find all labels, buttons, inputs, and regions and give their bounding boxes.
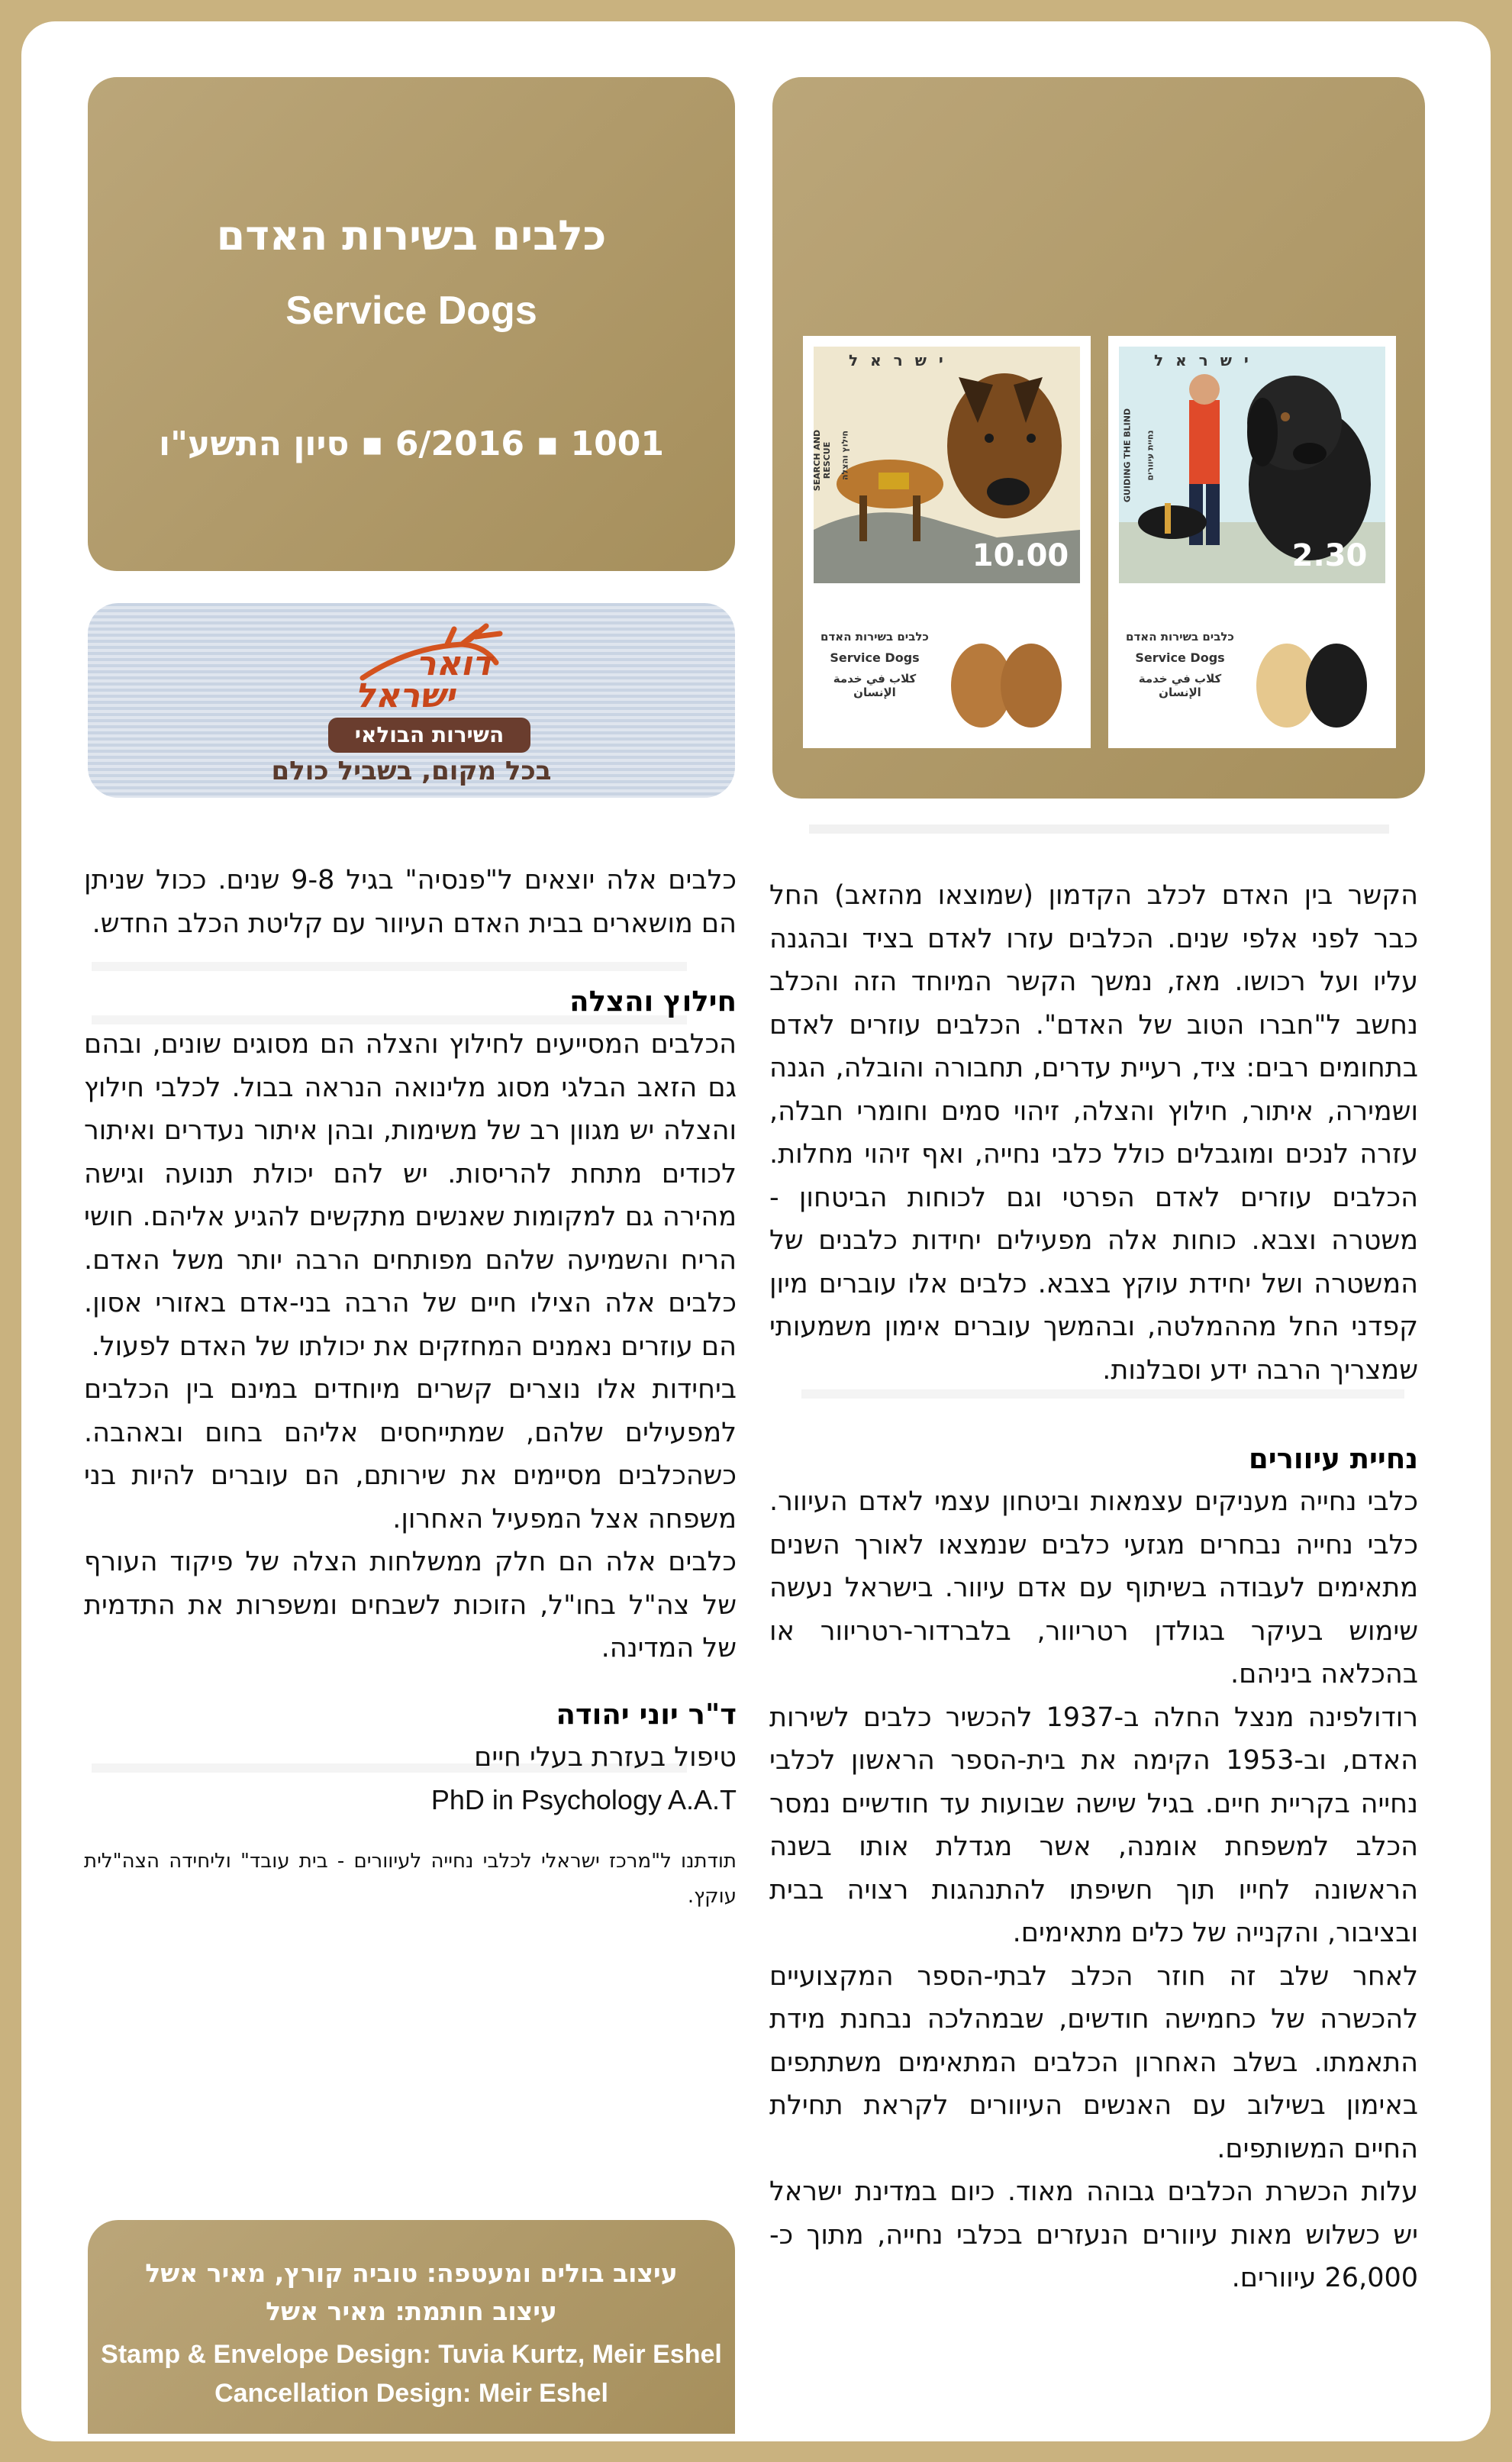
stamps-panel <box>772 77 1425 799</box>
philatelic-service-badge: השירות הבולאי <box>328 718 530 753</box>
stamp-denomination: 10.00 <box>972 538 1069 573</box>
issue-line: 1001 ▪ 6/2016 ▪ סיון התשע"ו <box>159 424 664 463</box>
stamp-caption-en: SEARCH AND RESCUE <box>812 429 832 492</box>
tab-title-en: Service Dogs <box>1135 650 1225 665</box>
rescue-paragraph-1: הכלבים המסייעים לחילוץ והצלה הם מסוגים שונים, ובהם גם הזאב הבלגי מסוג מלינואה הנראה בבול. לכלבי חילוץ והצלה יש מגוון רב של משימות, ובהן איתור נעדרים ואיתור לכודים מתחת להריסות. יש להם יכולת תנועה וגישה מהירה גם למקומות שאנשים מתקשים להגיע אליהם. חושי הריח והשמיעה שלהם מפותחים הרבה יותר משל האדם. כלבים אלה הצילו חיים של הרבה בני-אדם באזורי אסון. הם עוזרים נאמנים המחזקים את יכולתו של האדם לפעול. <box>84 1029 737 1362</box>
author-role-he: טיפול בעזרת בעלי חיים <box>474 1741 737 1773</box>
stamp-caption-en: GUIDING THE BLIND <box>1122 408 1133 503</box>
stamp-search-and-rescue <box>803 336 1091 748</box>
credit-stamp-design-he: עיצוב בולים ומעטפה: טוביה קורץ, מאיר אשל <box>145 2258 678 2288</box>
guiding-paragraph-1: כלבי נחייה מעניקים עצמאות וביטחון עצמי לאדם העיוור. כלבי נחייה נבחרים מגזעי כלבים שנמצאו לאורך השנים מתאימים לעבודה בשיתוף עם אדם עיוור. בישראל נעשה שימוש בעיקר בגולדן רטריוור, בלברדור-רטריוור או בהכלאה ביניהם. <box>769 1486 1418 1689</box>
article-column-right <box>769 874 1418 2300</box>
guiding-paragraph-2: רודולפינה מנצל החלה ב-1937 להכשיר כלבים לשירות האדם, וב-1953 הקימה את בית-הספר הראשון לכלבי נחייה בקריית חיים. בגיל שישה שבועות עד חודשיים נמסר הכלב למשפחת אומנה, אשר מגדלת אותו בשנה הראשונה לחייו תוך חשיפתו להתנהגות רצויה בבית ובציבור, והקנייה של כלים מתאימים. <box>769 1702 1418 1948</box>
article-column-left <box>84 859 737 1914</box>
intro-paragraph: הקשר בין האדם לכלב הקדמון (שמוצאו מהזאב) החל כבר לפני אלפי שנים. הכלבים עזרו לאדם בציד ובהגנה עליו ועל רכושו. מאז, נמשך הקשר המיוחד הזה והכלב נחשב ל"חברו הטוב של האדם". הכלבים עוזרים לאדם בתחומים רבים: ציד, רעיית עדרים, תחבורה והובלה, הגנה ושמירה, איתור, חילוץ והצלה, זיהוי סמים וחומרי חבלה, עזרה לנכים ומוגבלים כולל כלבי נחייה, ואף זיהוי מחלות. הכלבים עוזרים לאדם הפרטי וגם לכוחות הביטחון - משטרה וצבא. כוחות אלה מפעילים יחידות כלבנים של המשטרה ושל יחידת עוקץ בצבא. כלבים אלו עוברים מיון קפדני החל מההמלטה, ובהמשך עוברים אימון משמעותי שמצריך הרבה ידע וסבלנות. <box>769 880 1418 1386</box>
slogan: בכל מקום, בשביל כולם <box>271 756 552 786</box>
author-role-en: PhD in Psychology A.A.T <box>430 1784 737 1815</box>
tab-title-he: כלבים בשירות האדם <box>820 630 929 644</box>
tab-title-ar: كلاب في خدمة الإنسان <box>833 672 917 699</box>
stamp-country: ישראל <box>1154 351 1261 369</box>
stamp-denomination: 2.30 <box>1291 538 1368 573</box>
brand-line-2: ישראל <box>355 676 456 715</box>
tab-title-ar: كلاب في خدمة الإنسان <box>1138 672 1222 699</box>
author-name: ד"ר יוני יהודה <box>556 1697 737 1731</box>
stamp-caption-he: נחיית עיוורים <box>1145 430 1156 481</box>
title-english: Service Dogs <box>285 289 537 333</box>
stamp-guiding-the-blind <box>1108 336 1396 748</box>
title-panel <box>88 77 735 571</box>
israel-post-logo-panel <box>88 603 735 798</box>
stamp-country: ישראל <box>849 351 956 369</box>
guiding-heading: נחיית עיוורים <box>1249 1442 1418 1475</box>
guiding-paragraph-3: לאחר שלב זה חוזר הכלב לבתי-הספר המקצועיים להכשרה של כחמישה חודשים, שבמהלכה נבחנת מידת התאמתו. בשלב האחרון הכלבים המתאימים משתתפים באימון בשילוב עם האנשים העיוורים לקראת תחילת החיים המשותפים. <box>769 1960 1418 2164</box>
retirement-paragraph: כלבים אלה יוצאים ל"פנסיה" בגיל 9-8 שנים. ככול שניתן הם מושארים בבית האדם העיוור עם קליטת הכלב החדש. <box>84 865 737 939</box>
shepherd-puppies-illustration <box>814 594 1080 739</box>
rescue-heading: חילוץ והצלה <box>569 985 737 1018</box>
tab-title-he: כלבים בשירות האדם <box>1126 630 1234 644</box>
credit-cancellation-he: עיצוב חותמת: מאיר אשל <box>266 2296 557 2326</box>
stamp-tab <box>1119 594 1385 739</box>
tab-title-en: Service Dogs <box>830 650 920 665</box>
guiding-paragraph-4: עלות הכשרת הכלבים גבוהה מאוד. כיום במדינת ישראל יש כשלוש מאות עיוורים הנעזרים בכלבי נחייה, מתוך כ- 26,000 עיוורים. <box>769 2176 1418 2293</box>
title-hebrew: כלבים בשירות האדם <box>216 211 607 260</box>
rescue-paragraph-3: כלבים אלה הם חלק ממשלחות הצלה של פיקוד העורף של צה"ל בחו"ל, הזוכות לשבחים ומשפרות את התדמית של המדינה. <box>84 1547 737 1663</box>
rescue-paragraph-2: ביחידות אלו נוצרים קשרים מיוחדים במינם בין הכלבים למפעילים שלהם, שמתייחסים אליהם בחום ובאהבה. כשהכלבים מסיימים את שירותם, הם עוברים להיות בני משפחה אצל המפעיל האחרון. <box>84 1374 737 1534</box>
stamp-tab <box>814 594 1080 739</box>
credit-cancellation-en: Cancellation Design: Meir Eshel <box>214 2379 608 2408</box>
acknowledgement: תודתנו ל"מרכז ישראלי לכלבי נחייה לעיוורים - בית עובד" וליחידה הצה"לית עוקץ. <box>84 1849 737 1908</box>
credit-stamp-design-en: Stamp & Envelope Design: Tuvia Kurtz, Meir Eshel <box>101 2340 722 2369</box>
stamp-caption-he: חילוץ והצלה <box>840 430 850 481</box>
puppies-illustration <box>1119 594 1385 739</box>
brand-line-1: דואר <box>416 644 492 683</box>
credits-panel <box>88 2220 735 2434</box>
